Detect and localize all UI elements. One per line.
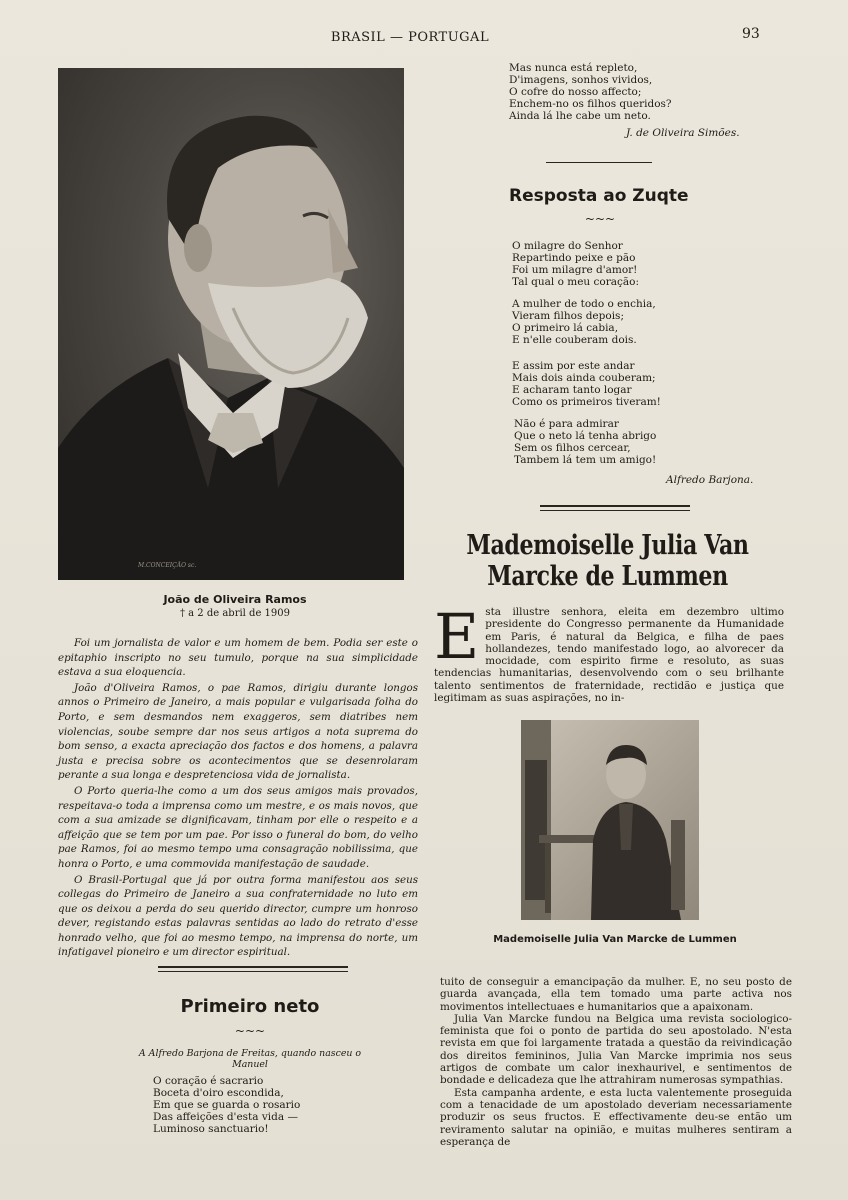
running-title: BRASIL — PORTUGAL bbox=[330, 30, 490, 45]
article-paragraph: tuito de conseguir a emancipação da mulher. E, no seu posto de guarda avançada, ella tem tomado uma parte activa nos movimentos intellectuaes e humanitarios que a apaixonam. bbox=[440, 976, 792, 1013]
section-divider bbox=[158, 971, 348, 972]
poem-line: Boceta d'oiro escondida, bbox=[153, 1087, 284, 1099]
primeiro-neto-title: Primeiro neto bbox=[180, 996, 320, 1017]
poem-line: Luminoso sanctuario! bbox=[153, 1123, 269, 1135]
poem-line: Mais dois ainda couberam; bbox=[512, 372, 656, 384]
poem-line: Não é para admirar bbox=[514, 418, 619, 430]
resposta-stanza-3 bbox=[512, 360, 661, 408]
portrait-photo bbox=[58, 68, 404, 580]
article-intro bbox=[434, 600, 784, 705]
engraver-mark: M.CONCEIÇÃO sc. bbox=[138, 562, 197, 569]
section-divider bbox=[158, 966, 348, 968]
obituary-paragraph: O Porto queria-lhe como a um dos seus amigos mais provados, respeitava-o toda a imprensa como um mestre, e os mais novos, que com a sua amizade se dignificavam, tinham por elle o respeito e a affeição que se tem por um pae. Por isso o funeral do bom, do velho pae Ramos, foi ao mesmo tempo uma consagração nobilissima, que honra o Porto, e uma commovida manifestação de saudade. bbox=[58, 784, 418, 870]
julia-photo-caption: Mademoiselle Julia Van Marcke de Lummen bbox=[493, 934, 737, 945]
article-banner-title: Mademoiselle Julia Van Marcke de Lummen bbox=[466, 530, 749, 592]
poem-line: O coração é sacrario bbox=[153, 1075, 264, 1087]
poem-line: Em que se guarda o rosario bbox=[153, 1099, 301, 1111]
poem-line: Mas nunca está repleto, bbox=[509, 62, 638, 74]
article-paragraph: Julia Van Marcke fundou na Belgica uma revista sociologico-feminista que foi o ponto de partida do seu apostolado. N'esta revista em que foi largamente tratada a questão da reivindicação dos direitos femininos, Julia Van Marcke imprimia nos seus artigos de combate um calor inexhaurivel, e sentimentos de bondade e delicadeza que lhe attrahiram numerosas sympathias. bbox=[440, 1012, 792, 1087]
article-intro-text: sta illustre senhora, eleita em dezembro ultimo presidente do Congresso permanente da Humanidade em Paris, é natural da Belgica, e filha de paes hollandezes, tendo manifestado logo, ao alvorecer da mocidade, com espirito firme e resoluto, as suas tendencias humanitarias, desenvolvendo com o seu brilhante talento sentimentos de fraternidade, rectidão e justiça que legitimam as suas aspirações, no in- bbox=[434, 606, 784, 705]
poem-line: O cofre do nosso affecto; bbox=[509, 86, 642, 98]
poem-line: Tambem lá tem um amigo! bbox=[514, 454, 657, 466]
section-divider bbox=[546, 162, 652, 163]
primeiro-neto-stanza bbox=[153, 1075, 300, 1135]
poem-line: O milagre do Senhor bbox=[512, 240, 623, 252]
poem-line: E acharam tanto logar bbox=[512, 384, 632, 396]
portrait-caption-name: João de Oliveira Ramos bbox=[163, 593, 307, 606]
poem-line: O primeiro lá cabia, bbox=[512, 322, 619, 334]
article-paragraph: Esta campanha ardente, e esta lucta valentemente proseguida com a tenacidade de um apostolado deveriam necessariamente produzir os seus fructos. E effectivamente deu-se então um reviramento salutar na opinião, e muitas mulheres sentiram a esperança de bbox=[440, 1086, 792, 1148]
poem-line: A mulher de todo o enchia, bbox=[512, 298, 656, 310]
poem-line: D'imagens, sonhos vividos, bbox=[509, 74, 653, 86]
resposta-stanza-2 bbox=[512, 298, 656, 346]
poem-line: Enchem-no os filhos queridos? bbox=[509, 98, 672, 110]
julia-photo-image bbox=[521, 720, 699, 920]
julia-photo bbox=[521, 720, 699, 920]
section-divider bbox=[540, 505, 690, 507]
poem-line: Tal qual o meu coração: bbox=[512, 276, 639, 288]
poem-line: Como os primeiros tiveram! bbox=[512, 396, 661, 408]
ornament-divider: ~~~ bbox=[584, 212, 616, 226]
poem-line: Foi um milagre d'amor! bbox=[512, 264, 638, 276]
poem-line: Repartindo peixe e pão bbox=[512, 252, 636, 264]
poem-line: Sem os filhos cercear, bbox=[514, 442, 631, 454]
obituary-paragraph: João d'Oliveira Ramos, o pae Ramos, dirigiu durante longos annos o Primeiro de Janeiro, a mais popular e vulgarisada folha do Porto, e sem desmandos nem exaggeros, sem diatribes nem violencias, soube sempre dar nos seus artigos a nota suprema do bom senso, a exacta apreciação dos factos e dos homens, a palavra justa e precisa sobre os acontecimentos que se desenrolaram perante a sua longa e despretenciosa vida de jornalista. bbox=[58, 681, 418, 782]
portrait-caption-date: † a 2 de abril de 1909 bbox=[179, 608, 291, 619]
resposta-stanza-1 bbox=[512, 240, 639, 288]
ornament-divider: ~~~ bbox=[234, 1024, 266, 1038]
obituary-paragraph: O Brasil-Portugal que já por outra forma manifestou aos seus collegas do Primeiro de Janeiro a sua confraternidade no luto em que os deixou a perda do seu querido director, cumpre um honroso dever, registando estas palavras sentidas ao lado do retrato d'esse honrado velho, que foi ao mesmo tempo, na imprensa do norte, um infatigavel pioneiro e um director espiritual. bbox=[58, 873, 418, 959]
resposta-signature: Alfredo Barjona. bbox=[666, 474, 754, 486]
article-continuation bbox=[440, 976, 792, 1148]
poem-line: Das affeições d'esta vida — bbox=[153, 1111, 298, 1123]
portrait-engraving bbox=[58, 68, 404, 580]
poem-line: Vieram filhos depois; bbox=[512, 310, 624, 322]
poem-line: E n'elle couberam dois. bbox=[512, 334, 637, 346]
poem-signature: J. de Oliveira Simões. bbox=[626, 127, 740, 139]
poem-continuation bbox=[509, 62, 672, 122]
poem-line: E assim por este andar bbox=[512, 360, 635, 372]
obituary-text bbox=[58, 636, 418, 961]
resposta-title: Resposta ao Zuqte bbox=[509, 186, 689, 206]
obituary-paragraph: Foi um jornalista de valor e um homem de bem. Podia ser este o epitaphio inscripto no seu tumulo, porque na sua simplicidade estava a sua eloquencia. bbox=[58, 637, 418, 679]
poem-line: Que o neto lá tenha abrigo bbox=[514, 430, 657, 442]
section-divider bbox=[540, 510, 690, 511]
page-number: 93 bbox=[742, 26, 760, 42]
drop-cap: E bbox=[434, 600, 480, 673]
primeiro-neto-dedication: A Alfredo Barjona de Freitas, quando nasceu o Manuel bbox=[138, 1048, 362, 1070]
poem-line: Ainda lá lhe cabe um neto. bbox=[509, 110, 651, 122]
resposta-stanza-4 bbox=[514, 418, 656, 466]
